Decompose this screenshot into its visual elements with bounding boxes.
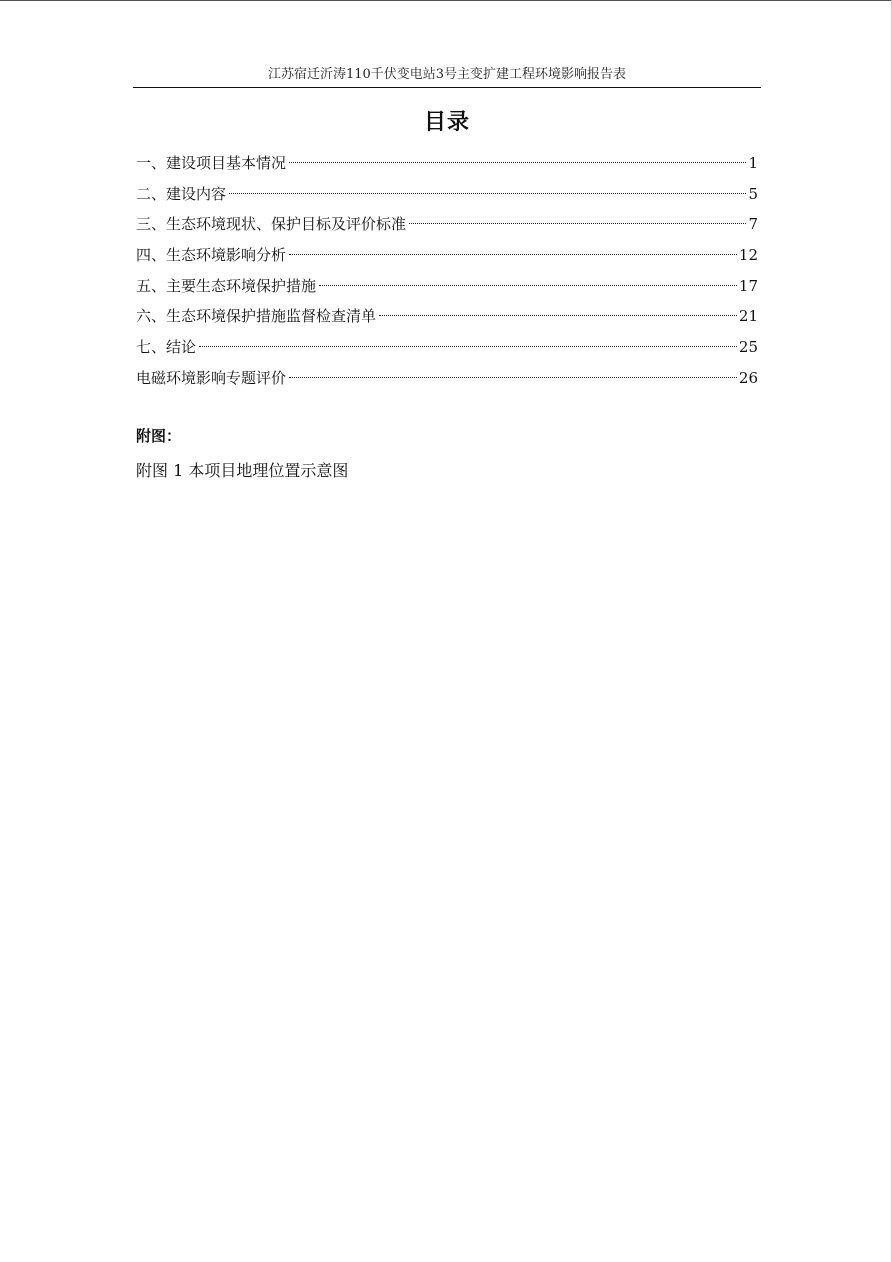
toc-dot-leader: [289, 162, 746, 163]
toc-entry-page: 1: [748, 154, 758, 172]
toc-entry-8[interactable]: [136, 365, 758, 396]
toc-entry-page: 26: [738, 368, 758, 387]
toc-entry-1[interactable]: [136, 150, 758, 181]
toc-entry-3[interactable]: [136, 211, 758, 242]
toc-dot-leader: [289, 377, 737, 378]
page-top-border: [0, 0, 892, 1]
toc-title: 目录: [423, 109, 470, 135]
toc-entry-label: 电磁环境影响专题评价: [136, 368, 287, 387]
toc-entry-page: 7: [748, 215, 758, 234]
toc-entry-page: 21: [738, 307, 758, 326]
toc-dot-leader: [199, 346, 737, 347]
toc-dot-leader: [229, 193, 746, 194]
appendix-heading: 附图：: [136, 427, 182, 445]
toc-dot-leader: [379, 315, 737, 316]
toc-dot-leader: [289, 254, 737, 255]
toc-entry-4[interactable]: [136, 242, 758, 273]
toc-entry-page: 12: [738, 246, 758, 265]
toc-entry-2[interactable]: [136, 181, 758, 212]
running-header: 江苏宿迁沂涛110千伏变电站3号主变扩建工程环境影响报告表: [267, 67, 627, 82]
appendix-item[interactable]: 附图 1 本项目地理位置示意图: [136, 461, 349, 480]
toc-entry-label: 五、主要生态环境保护措施: [136, 276, 317, 295]
toc-entry-label: 一、建设项目基本情况: [136, 154, 287, 172]
toc-entry-label: 六、生态环境保护措施监督检查清单: [136, 307, 377, 326]
toc-entry-page: 25: [738, 338, 758, 357]
toc-dot-leader: [409, 223, 746, 224]
toc-dot-leader: [319, 285, 737, 286]
toc-entry-6[interactable]: [136, 303, 758, 334]
toc-entry-label: 四、生态环境影响分析: [136, 246, 287, 265]
toc-entry-label: 三、生态环境现状、保护目标及评价标准: [136, 215, 407, 234]
toc-list: [136, 150, 758, 396]
toc-entry-page: 5: [748, 184, 758, 203]
toc-entry-label: 二、建设内容: [136, 184, 227, 203]
toc-entry-7[interactable]: [136, 334, 758, 365]
toc-entry-5[interactable]: [136, 273, 758, 304]
toc-entry-page: 17: [738, 276, 758, 295]
header-rule: [133, 87, 761, 88]
toc-entry-label: 七、结论: [136, 338, 197, 357]
